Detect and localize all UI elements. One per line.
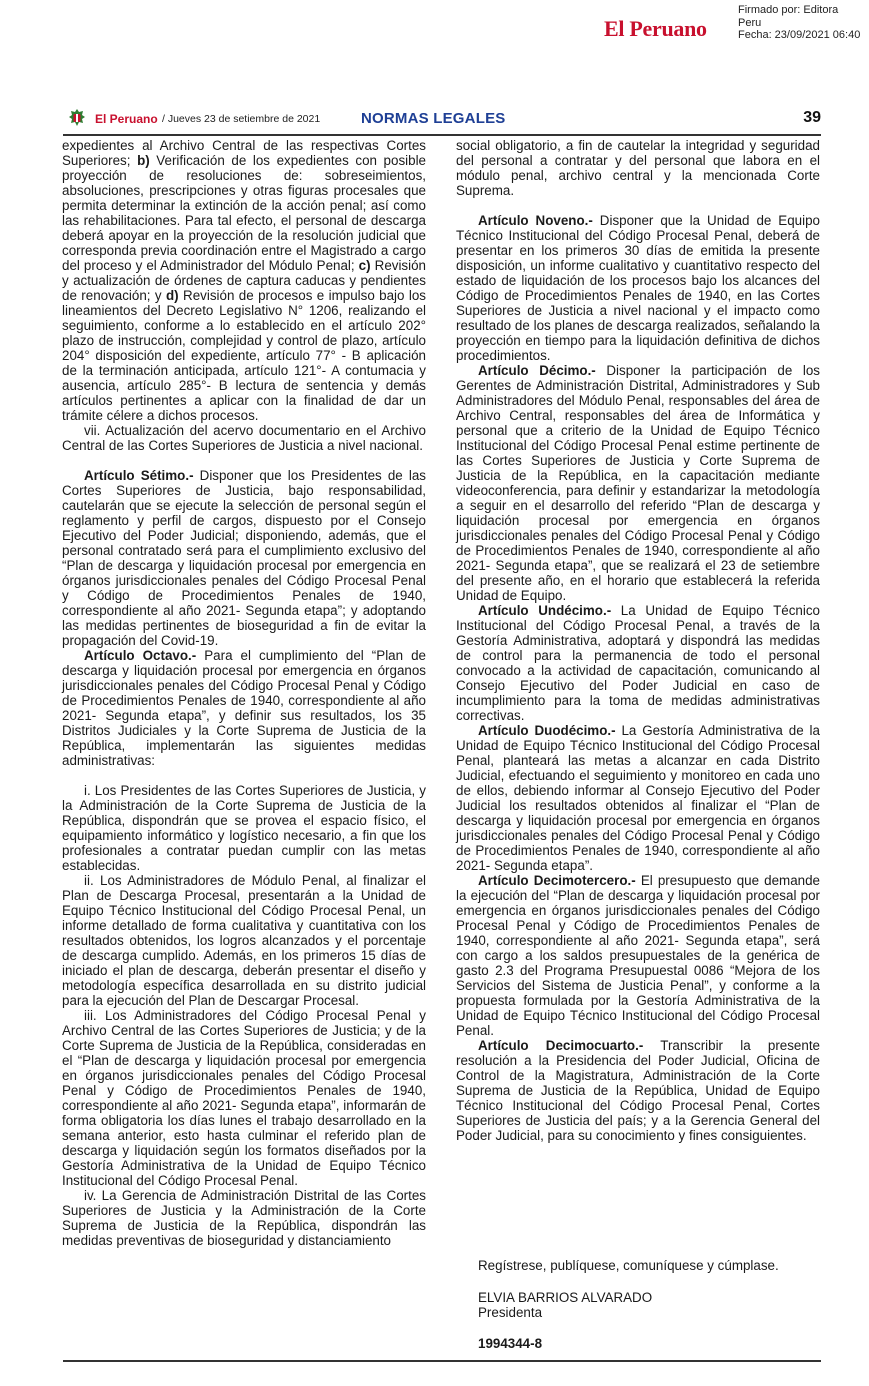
document-code: 1994344-8 [478, 1336, 543, 1351]
article-7: Artículo Sétimo.- Disponer que los Presidentes de las Cortes Superiores de Justicia, bajo responsabilidad, cautelarán que se ejecute la selección de personal según el reglamento y perfil de cargos, dispuesto por el Consejo Ejecutivo del Poder Judicial; disponiendo, además, que el personal contratado será para el cumplimiento exclusivo del “Plan de descarga y liquidación procesal por emergencia en órganos jurisdiccionales penales del Código Procesal Penal y Código de Procedimientos Penales de 1940, correspondiente al año 2021- Segunda etapa”; y adoptando las medidas pertinentes de bioseguridad a fin de evitar la propagación del Covid-19. [62, 468, 426, 648]
article-10-title: Artículo Décimo.- [478, 363, 596, 378]
article-14: Artículo Decimocuarto.- Transcribir la presente resolución a la Presidencia del Poder Judicial, Oficina de Control de la Magistratura, Administración de la Corte Suprema de Justicia de la República, Unidad de Equipo Técnico Institucional del Código Procesal Penal, Cortes Superiores de Justicia del país; y a la Gerencia General del Poder Judicial, para su conocimiento y fines consiguientes. [456, 1038, 820, 1143]
item-iii: iii. Los Administradores del Código Procesal Penal y Archivo Central de las Cortes Superiores de Justicia; y de la Corte Suprema de Justicia de la República, consideradas en el “Plan de descarga y liquidación procesal por emergencia en órganos jurisdiccionales penales del Código Procesal Penal y Código de Procedimientos Penales de 1940, correspondiente al año 2021- Segunda etapa”, informarán de forma obligatoria los días lunes el trabajo desarrollado en la semana anterior, esto hasta culminar el referido plan de descarga y liquidación según los formatos diseñados por la Gestoría Administrativa de la Unidad de Equipo Técnico Institucional del Código Procesal Penal. [62, 1008, 426, 1188]
article-13: Artículo Decimotercero.- El presupuesto que demande la ejecución del “Plan de descarga y liquidación procesal por emergencia en órganos jurisdiccionales penales del Código Procesal Penal y Código de Procedimientos Penales de 1940, correspondiente al año 2021- Segunda etapa”, será con cargo a los saldos presupuestales de la genérica de gasto 2.3 del Programa Presupuestal 0086 “Mejora de los Servicios del Sistema de Justicia Penal”, y conforme a la propuesta formulada por la Gestoría Administrativa de la Unidad de Equipo Técnico Institucional del Código Procesal Penal. [456, 873, 821, 1038]
item-vii: vii. Actualización del acervo documentario en el Archivo Central de las Cortes Superiores de Justicia a nivel nacional. [62, 423, 426, 453]
article-10: Artículo Décimo.- Disponer la participación de los Gerentes de Administración Distrital, Administradores y Sub Administradores del Módulo Penal, responsables del área de Archivo Central, responsables del área de Informática y personal que a criterio de la Unidad de Equipo Técnico Institucional del Código Procesal Penal estime pertinente de las Cortes Superiores de Justicia y Corte Suprema de Justicia de la República, en la capacitación mediante videoconferencia, para definir y estandarizar la metodología a seguir en el desarrollo del referido “Plan de descarga y liquidación procesal por emergencia en órganos jurisdiccionales penales del Código Procesal Penal y Código de Procedimientos Penales de 1940, correspondiente al año 2021- Segunda etapa”, que se realizará el 23 de setiembre del presente año, en el horario que establecerá la referida Unidad de Equipo. [456, 363, 820, 603]
article-9: Artículo Noveno.- Disponer que la Unidad de Equipo Técnico Institucional del Código Procesal Penal, deberá de presentar en los primeros 30 días de emitida la presente disposición, un informe cualitativo y cuantitativo respecto del estado de liquidación de los procesos bajo los alcances del Código de Procedimientos Penales de 1940, en las Cortes Superiores de Justicia a nivel nacional y el impacto como resultado de los planes de descarga realizados, señalando la proyección en tiempo para la liquidación definitiva de dichos procedimientos. [456, 213, 821, 363]
article-14-title: Artículo Decimocuarto.- [478, 1038, 644, 1053]
article-13-title: Artículo Decimotercero.- [478, 873, 636, 888]
right-column [456, 138, 820, 1143]
coat-of-arms-icon [66, 107, 88, 129]
signature-signer: Firmado por: Editora [738, 4, 839, 16]
article-8: Artículo Octavo.- Para el cumplimiento del “Plan de descarga y liquidación procesal por emergencia en órganos jurisdiccionales penales del Código Procesal Penal y Código de Procedimientos Penales de 1940, correspondiente al año 2021- Segunda etapa”, y definir sus resultados, los 35 Distritos Judiciales y la Corte Suprema de Justicia de la República, implementarán las siguientes medidas administrativas: [62, 648, 426, 768]
paragraph-continued: social obligatorio, a fin de cautelar la integridad y seguridad del personal a contratar y del personal que labora en el módulo penal, archivo central y la mencionada Corte Suprema. [456, 138, 820, 198]
header-section-title: NORMAS LEGALES [361, 110, 506, 127]
article-12-title: Artículo Duodécimo.- [478, 723, 616, 738]
article-8-title: Artículo Octavo.- [84, 648, 197, 663]
article-11-title: Artículo Undécimo.- [478, 603, 612, 618]
header-date: / Jueves 23 de setiembre de 2021 [162, 113, 321, 125]
closing-formula: Regístrese, publíquese, comuníquese y cúmplase. [478, 1258, 779, 1273]
digital-signature [604, 4, 866, 44]
signer-role: Presidenta [478, 1305, 543, 1320]
footer-divider [63, 1360, 821, 1362]
header-brand: El Peruano [95, 112, 158, 126]
paragraph-continued: expedientes al Archivo Central de las respectivas Cortes Superiores; b) Verificación de los expedientes con posible proyección de resoluciones de: sobreseimientos, absoluciones, prescripciones y otras figuras procesales que permita determinar la extinción de la acción penal; así como las rehabilitaciones. Para tal efecto, el personal de descarga deberá apoyar en la proyección de la resolución judicial que corresponda previa coordinación entre el Magistrado a cargo del proceso y el Administrador del Módulo Penal; c) Revisión y actualización de órdenes de captura caducas y pendientes de renovación; y d) Revisión de procesos e impulso bajo los lineamientos del Decreto Legislativo N° 1206, realizando el seguimiento, conforme a lo establecido en el artículo 202° plazo de instrucción, complejidad y control de plazo, artículo 204° disposición del expediente, artículo 77° - B aplicación de la terminación anticipada, artículo 121°- A contumacia y ausencia, artículo 285°- B lectura de sentencia y demás artículos pertinentes a aplicar con la finalidad de dar un trámite célere a dichos procesos. [62, 138, 426, 423]
article-9-title: Artículo Noveno.- [478, 213, 593, 228]
signer-block [478, 1290, 808, 1320]
article-7-title: Artículo Sétimo.- [84, 468, 194, 483]
article-12: Artículo Duodécimo.- La Gestoría Administrativa de la Unidad de Equipo Técnico Institucional del Código Procesal Penal, planteará las metas a alcanzar en cada Distrito Judicial, efectuando el seguimiento y monitoreo en cada uno de ellos, debiendo informar al Consejo Ejecutivo del Poder Judicial los resultados obtenidos al finalizar el “Plan de descarga y liquidación procesal por emergencia en órganos jurisdiccionales penales del Código Procesal Penal y Código de Procedimientos Penales de 1940, correspondiente al año 2021- Segunda etapa”. [456, 723, 820, 873]
page-header [63, 104, 821, 136]
signature-date: Fecha: 23/09/2021 06:40 [738, 29, 861, 41]
signature-text [738, 4, 860, 42]
logo-text: El Peruano [604, 16, 707, 41]
left-column [62, 138, 426, 1248]
signer-name: ELVIA BARRIOS ALVARADO [478, 1290, 653, 1305]
item-i: i. Los Presidentes de las Cortes Superiores de Justicia, y la Administración de la Corte Suprema de Justicia de la República, dispondrán que se provea el espacio físico, el equipamiento informático y logístico necesario, a fin que los profesionales a contratar puedan cumplir con las metas establecidas. [62, 783, 426, 873]
item-ii: ii. Los Administradores de Módulo Penal, al finalizar el Plan de Descarga Procesal, presentarán a la Unidad de Equipo Técnico Institucional del Código Procesal Penal, un informe detallado de forma cualitativa y cuantitativa con los resultados obtenidos, los logros alcanzados y el porcentaje de descarga cumplido. Además, en los primeros 15 días de iniciado el plan de descarga, deberán presentar el diseño y metodología específica desarrollada en su distrito judicial para la ejecución del Plan de Descargar Procesal. [62, 873, 426, 1008]
el-peruano-logo [604, 16, 707, 42]
article-11: Artículo Undécimo.- La Unidad de Equipo Técnico Institucional del Código Procesal Penal, a través de la Gestoría Administrativa, adoptará y dispondrá las medidas de control para la permanencia de todo el personal convocado a la actividad de capacitación, comunicando al Consejo Ejecutivo del Poder Judicial en caso de incumplimiento para la toma de medidas administrativas correctivas. [456, 603, 820, 723]
item-iv: iv. La Gerencia de Administración Distrital de las Cortes Superiores de Justicia y la Administración de la Corte Suprema de Justicia de la República, dispondrán las medidas preventivas de bioseguridad y distanciamiento [62, 1188, 426, 1248]
signature-country: Peru [738, 16, 762, 29]
page-number: 39 [803, 109, 821, 126]
